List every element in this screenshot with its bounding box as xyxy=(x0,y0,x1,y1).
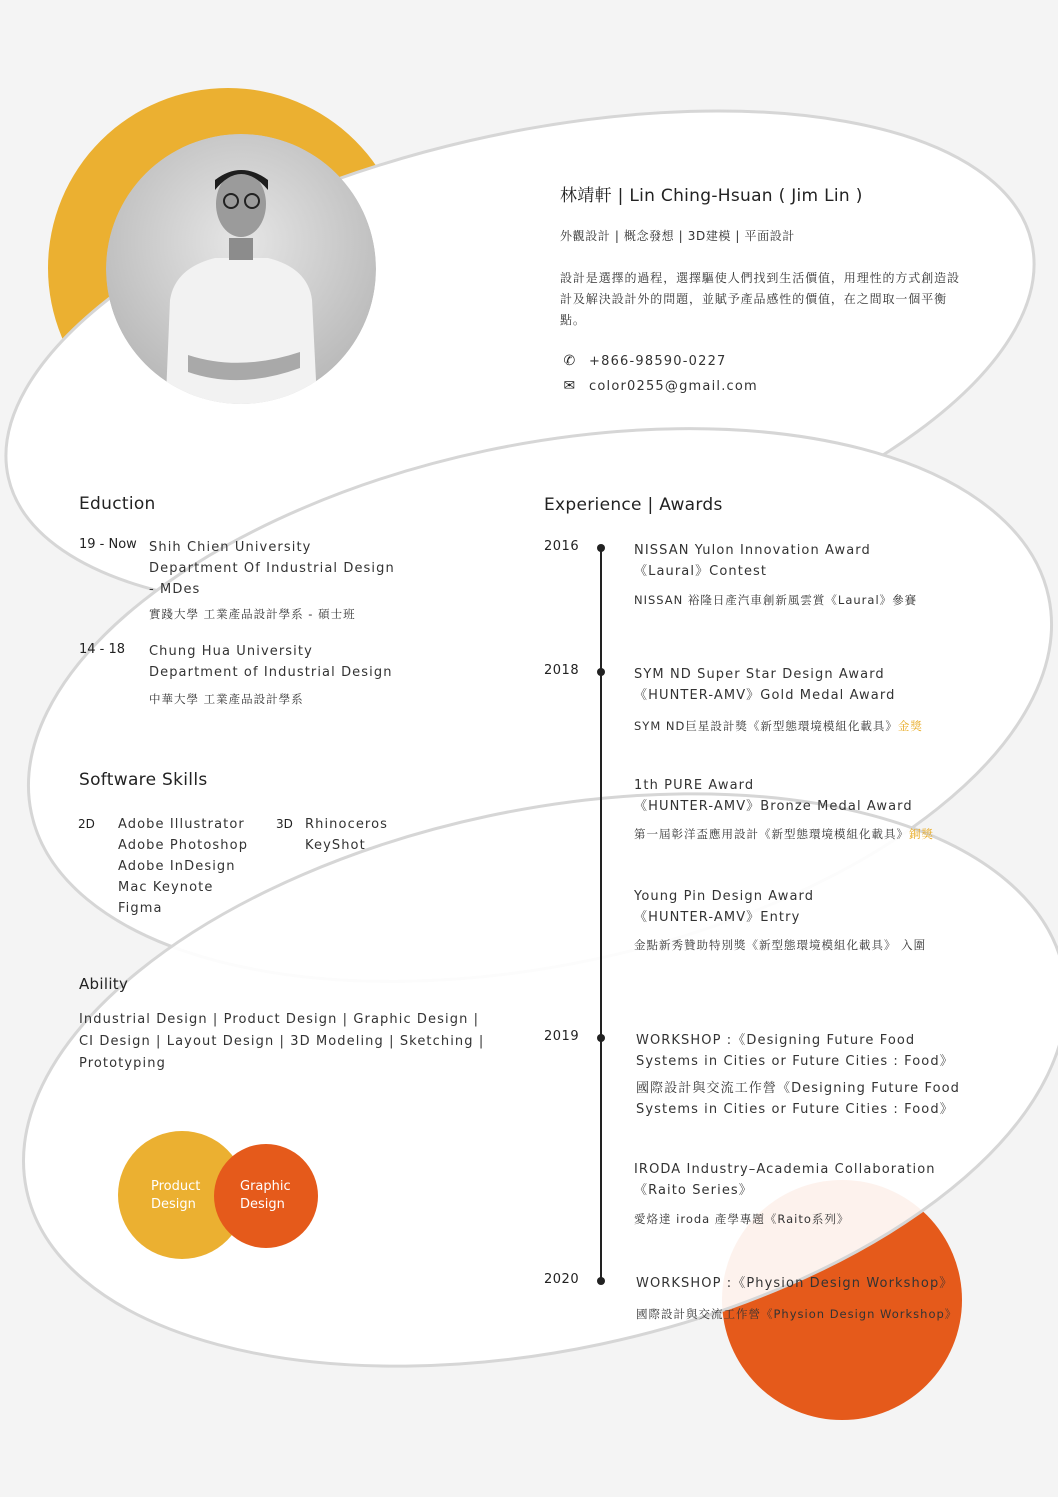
experience-entry: IRODA Industry–Academia Collaboration 《Raito Series》 xyxy=(634,1162,936,1198)
email-text: color0255@gmail.com xyxy=(589,378,758,394)
experience-entry: Young Pin Design Award 《HUNTER-AMV》Entry xyxy=(634,889,815,925)
software-item: Adobe Illustrator xyxy=(118,817,245,832)
experience-entry: 1th PURE Award 《HUNTER-AMV》Bronze Medal Award xyxy=(634,778,913,814)
education-period: 14 - 18 xyxy=(79,642,126,657)
school-department: Department Of Industrial Design xyxy=(149,561,395,576)
contact-phone xyxy=(562,353,727,369)
phone-icon: ✆ xyxy=(563,353,577,369)
school-name-zh: 中華大學 工業產品設計學系 xyxy=(149,692,304,706)
software-item: Rhinoceros xyxy=(305,817,389,832)
software-2d-list xyxy=(118,814,248,919)
software-item: Adobe InDesign xyxy=(118,859,236,874)
envelope-icon: ✉ xyxy=(563,378,577,394)
award-highlight: 銅獎 xyxy=(909,827,934,841)
experience-entry: WORKSHOP :《Designing Future Food Systems in Cities or Future Cities : Food》 xyxy=(636,1033,954,1069)
timeline-line xyxy=(600,546,602,1282)
software-title: Software Skills xyxy=(79,770,208,790)
profile-intro: 設計是選擇的過程，選擇驅使人們找到生活價值，用理性的方式創造設計及解決設計外的問題，並賦予產品感性的價值，在之間取一個平衡點。 xyxy=(560,271,960,327)
experience-title: Experience | Awards xyxy=(544,495,723,515)
profile-tags: 外觀設計 | 概念發想 | 3D建模 | 平面設計 xyxy=(560,229,795,243)
education-school xyxy=(149,641,393,683)
experience-entry: NISSAN Yulon Innovation Award 《Laural》Contest xyxy=(634,543,871,579)
label-2d: 2D xyxy=(78,817,95,831)
award-highlight: 金獎 xyxy=(897,719,923,733)
school-department: Department of Industrial Design xyxy=(149,665,393,680)
software-item: Figma xyxy=(118,901,163,916)
contact-email xyxy=(562,378,758,394)
education-title: Eduction xyxy=(79,494,156,514)
experience-entry-zh: SYM ND巨星設計獎《新型態環境模組化載具》金獎 xyxy=(634,719,923,733)
experience-entry-zh: NISSAN 裕隆日產汽車創新風雲賞《Laural》參賽 xyxy=(634,593,918,607)
software-3d-list xyxy=(305,814,388,856)
timeline-year: 2019 xyxy=(544,1029,580,1044)
timeline-year: 2018 xyxy=(544,663,580,678)
school-name: Shih Chien University xyxy=(149,540,312,555)
software-item: KeyShot xyxy=(305,838,366,853)
experience-entry-zh: 國際設計與交流工作營《Physion Design Workshop》 xyxy=(636,1307,958,1321)
education-period: 19 - Now xyxy=(79,537,137,552)
profile-name: 林靖軒 | Lin Ching-Hsuan ( Jim Lin ) xyxy=(560,186,863,206)
venn-product-label: Product Design xyxy=(151,1179,201,1212)
venn-graphic-label: Graphic Design xyxy=(240,1179,291,1212)
ability-text: Industrial Design | Product Design | Graphic Design | CI Design | Layout Design | 3D Modeling | Sketching | Prototyping xyxy=(79,1012,485,1071)
software-item: Adobe Photoshop xyxy=(118,838,249,853)
ability-title: Ability xyxy=(79,975,129,993)
experience-entry-zh: 金點新秀贊助特別獎《新型態環境模組化載具》 入圍 xyxy=(634,938,927,952)
experience-entry-zh: 第一屆彰洋盃應用設計《新型態環境模組化載具》銅獎 xyxy=(634,827,934,841)
school-name-zh: 實踐大學 工業產品設計學系 - 碩士班 xyxy=(149,607,356,621)
school-name: Chung Hua University xyxy=(149,644,313,659)
experience-entry: SYM ND Super Star Design Award 《HUNTER-AMV》Gold Medal Award xyxy=(634,667,896,703)
timeline-dot xyxy=(597,668,605,676)
experience-entry-zh: 愛烙達 iroda 產學專題《Raito系列》 xyxy=(634,1212,850,1226)
timeline-year: 2020 xyxy=(544,1272,580,1287)
timeline-dot xyxy=(597,1034,605,1042)
software-item: Mac Keynote xyxy=(118,880,214,895)
timeline-dot xyxy=(597,1277,605,1285)
label-3d: 3D xyxy=(276,817,293,831)
timeline-year: 2016 xyxy=(544,539,580,554)
timeline-dot xyxy=(597,544,605,552)
experience-entry-zh: 國際設計與交流工作營《Designing Future Food Systems in Cities or Future Cities : Food》 xyxy=(636,1081,961,1117)
school-degree: - MDes xyxy=(149,582,201,597)
education-school xyxy=(149,537,395,600)
phone-text: +866-98590-0227 xyxy=(589,353,727,369)
experience-entry: WORKSHOP :《Physion Design Workshop》 xyxy=(636,1276,954,1291)
